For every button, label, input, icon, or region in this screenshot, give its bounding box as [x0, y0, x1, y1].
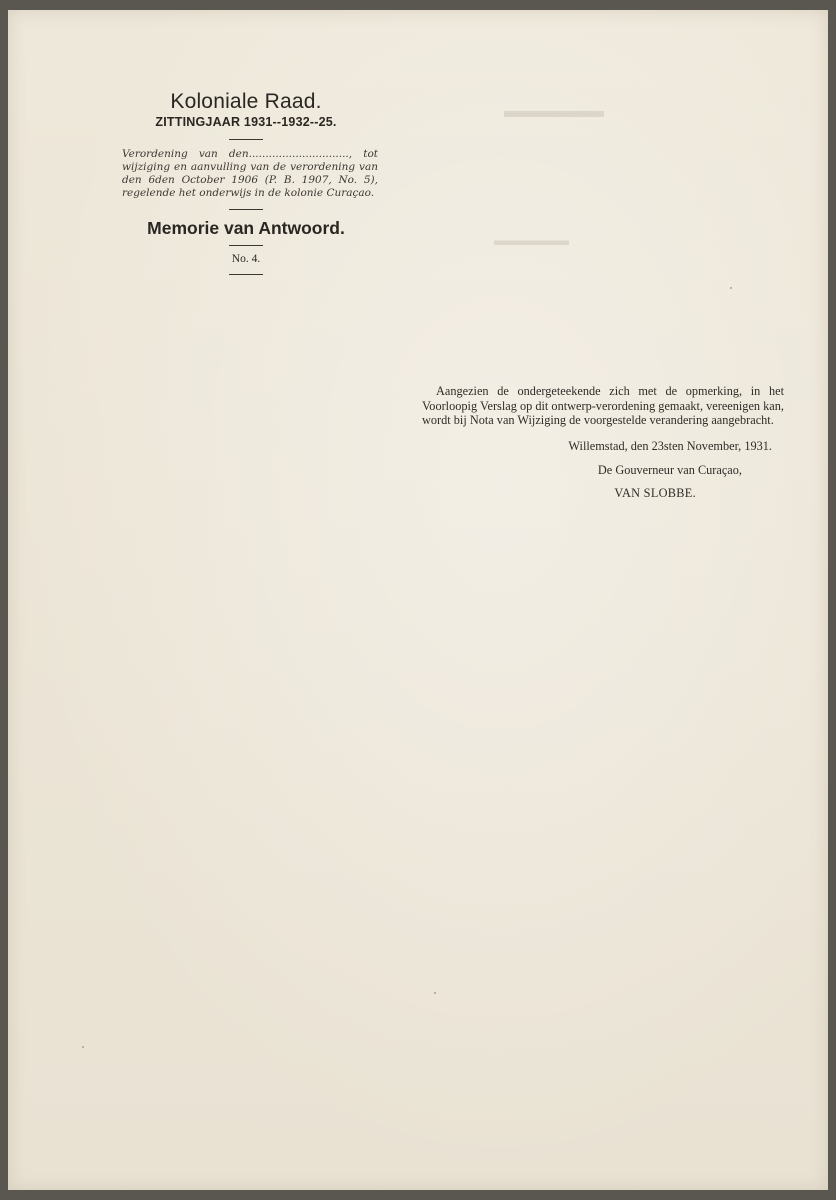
paper-speck [82, 1046, 84, 1048]
ordinance-description: Verordening van den.............................., tot wijziging en aanvulling van de verordening van den 6den October 1906 (P. B. 1907, No. 5), regelende het onderwijs in de kolonie Curaçao. [122, 148, 378, 199]
response-paragraph: Aangezien de ondergeteekende zich met de opmerking, in het Voorloopig Verslag op dit ontwerp-verordening gemaakt, vereenigen kan, wordt bij Nota van Wijziging de voorgestelde verandering aangebracht. [422, 384, 784, 428]
signatory-name: VAN SLOBBE. [614, 485, 696, 500]
response-body [422, 384, 784, 501]
bleed-through-mark: ▬▬▬▬▬ [504, 100, 604, 122]
divider-rule [229, 245, 263, 246]
council-title: Koloniale Raad. [170, 90, 322, 113]
paper-speck [434, 992, 436, 994]
paper-speck [730, 287, 732, 289]
document-number: No. 4. [231, 253, 261, 265]
divider-rule [229, 209, 263, 210]
divider-rule [229, 274, 263, 275]
divider-rule [229, 139, 263, 140]
document-header [112, 90, 380, 283]
signatory-role: De Gouverneur van Curaçao, [597, 462, 742, 477]
bleed-through-mark: ▬▬▬▬▬ [494, 232, 569, 249]
place-date-line: Willemstad, den 23sten November, 1931. [568, 438, 772, 453]
document-type-heading: Memorie van Antwoord. [147, 218, 345, 238]
session-year: ZITTINGJAAR 1931--1932--25. [155, 115, 337, 129]
